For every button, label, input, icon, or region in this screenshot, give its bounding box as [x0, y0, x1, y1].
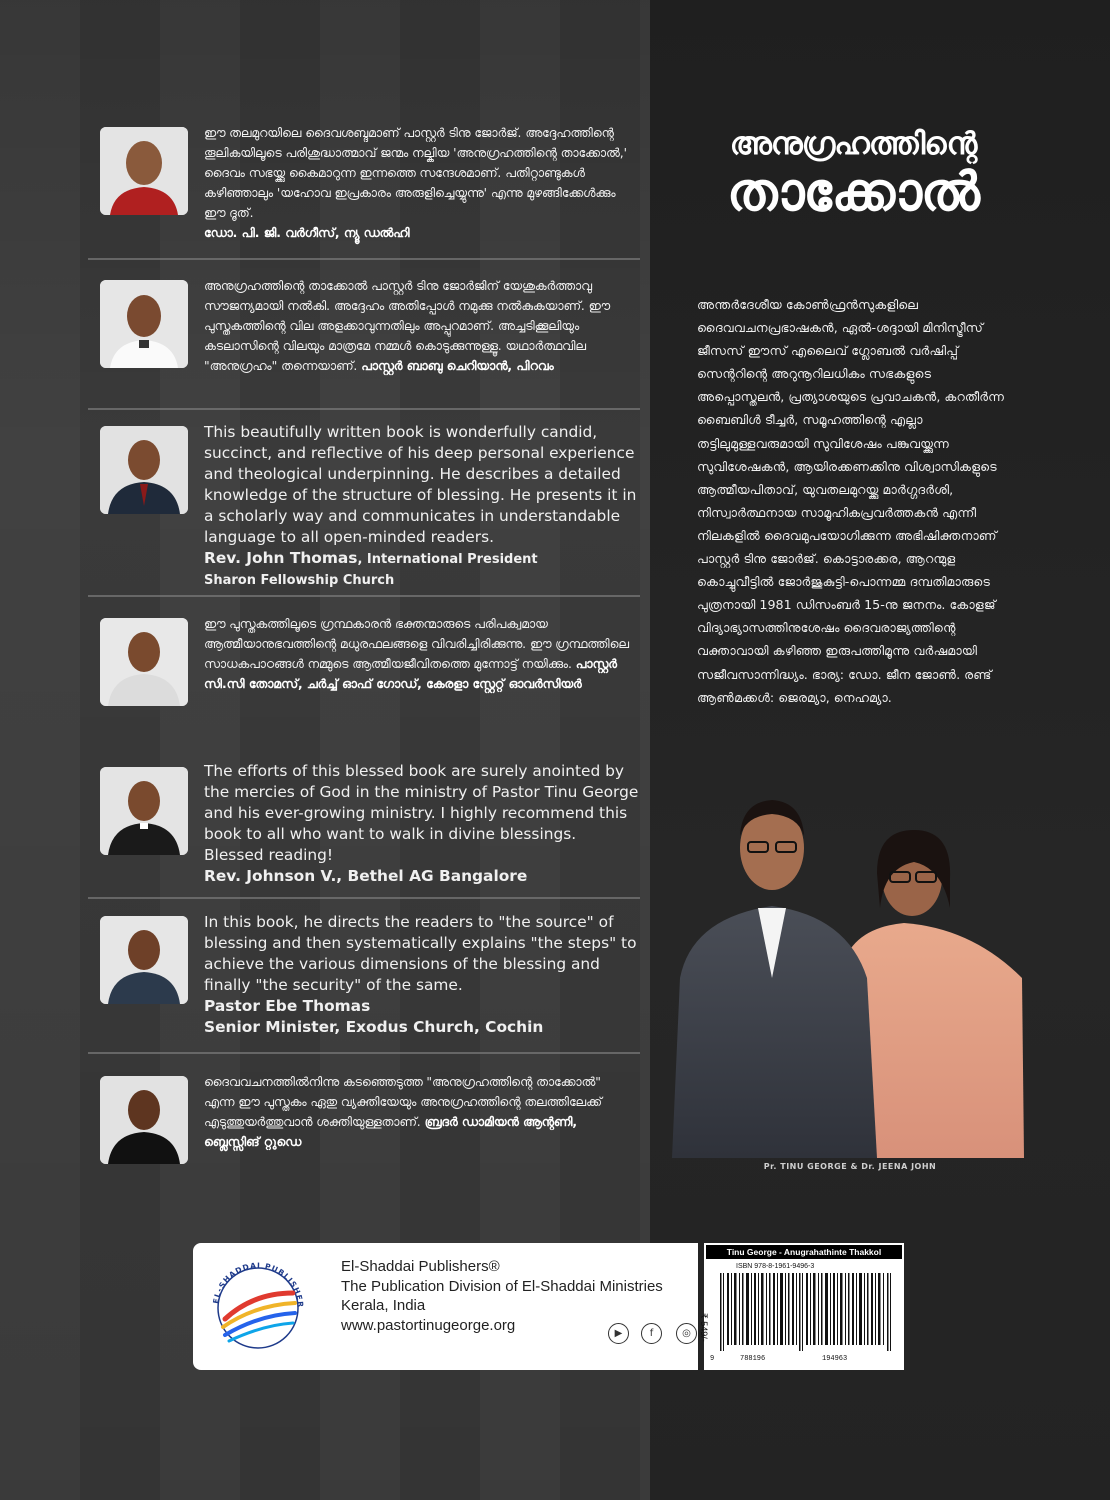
endorsement-attribution-3: Rev. John Thomas, International President	[204, 549, 538, 567]
publisher-name: El-Shaddai Publishers®	[341, 1258, 500, 1275]
author-couple-photo	[672, 778, 1028, 1158]
publisher-location: Kerala, India	[341, 1297, 426, 1314]
barcode-digits-right: 194963	[822, 1355, 848, 1363]
barcode-digits-left: 788196	[740, 1355, 766, 1363]
youtube-icon[interactable]: ▶	[608, 1323, 629, 1344]
endorsement-org-3: Sharon Fellowship Church	[204, 573, 395, 588]
barcode-title: Tinu George - Anugrahathinte Thakkol	[706, 1245, 902, 1259]
endorser-photo-1	[100, 127, 188, 215]
endorser-photo-6	[100, 916, 188, 1004]
publisher-logo-text: EL-SHADDAI PUBLISHER	[211, 1260, 306, 1309]
author-bio: അന്തർദേശീയ കോൺഫ്രൻസുകളിലെ ദൈവവചനപ്രഭാഷകൻ, ഏൽ-ശദ്ദായി മിനിസ്ട്രീസ് ജീസസ് ഈസ് എലൈവ് ഗ്ലോബൽ വർഷിപ്പ് സെന്ററിന്റെ അറുനൂറിലധികം സഭകളുടെ അപ്പൊസ്തലൻ, പ്രത്യാശയുടെ പ്രവാചകൻ, കറതീർന്ന ബൈബിൾ ടീച്ചർ, സമൂഹത്തിന്റെ എല്ലാ തട്ടിലുമുള്ളവരുമായി സുവിശേഷം പങ്കുവയ്ക്കുന്ന സുവിശേഷകൻ, ആയിരക്കണക്കിനു വിശ്വാസികളുടെ ആത്മീയപിതാവ്, യുവതലമുറയ്ക്കു മാർഗ്ഗദർശി, നിസ്വാർത്ഥനായ സാമൂഹികപ്രവർത്തകൻ എന്നീ നിലകളിൽ ദൈവമുപയോഗിക്കുന്ന അഭിഷിക്തനാണ് പാസ്റ്റർ ടിനു ജോർജ്. കൊട്ടാരക്കര, ആറന്മുള കൊച്ചുവീട്ടിൽ ജോർജുകുട്ടി-പൊന്നമ്മ ദമ്പതിമാരുടെ പുത്രനായി 1981 ഡിസംബർ 15-നു ജനനം. കോളജ് വിദ്യാഭ്യാസത്തിനുശേഷം ദൈവരാജ്യത്തിന്റെ വക്താവായി കഴിഞ്ഞ ഇരുപത്തിമൂന്നു വർഷമായി സജീവസാന്നിദ്ധ്യം. ഭാര്യ: ഡോ. ജീന ജോൺ. രണ്ട് ആൺമക്കൾ: ജെരമ്യാ, നെഹമ്യാ.	[697, 297, 1005, 705]
instagram-icon[interactable]: ◎	[676, 1323, 697, 1344]
endorser-photo-2	[100, 280, 188, 368]
divider	[88, 595, 640, 597]
divider	[88, 897, 640, 899]
publisher-panel	[193, 1243, 698, 1370]
endorser-photo-7	[100, 1076, 188, 1164]
publisher-division: The Publication Division of El-Shaddai Ministries	[341, 1277, 663, 1295]
endorsement-text-6: In this book, he directs the readers to "the source" of blessing and then systematically explains "the steps" to achieve the various dimensions of the blessing and finally "the security" of the same. Pastor Ebe Thomas Senior Minister, Exodus Church, Cochin	[204, 912, 640, 1038]
book-title	[718, 125, 988, 223]
endorsement-text-5: The efforts of this blessed book are surely anointed by the mercies of God in the ministry of Pastor Tinu George and his ever-growing ministry. I highly recommend this book to all who want to walk in divine blessings. Blessed reading! Rev. Johnson V., Bethel AG Bangalore	[204, 762, 639, 885]
barcode-digit-lead: 9	[710, 1355, 715, 1363]
endorsement-attribution-7: ബ്രദർ ഡാമിയൻ ആന്റണി, ബ്ലെസ്സിങ് റ്റുഡെ	[204, 1115, 578, 1149]
endorsement-attribution-5: Rev. Johnson V., Bethel AG Bangalore	[204, 867, 528, 885]
book-title-line-2: താക്കോൽ	[727, 162, 979, 223]
endorsement-org-6: Senior Minister, Exodus Church, Cochin	[204, 1018, 544, 1036]
facebook-icon[interactable]: f	[641, 1323, 662, 1344]
endorsement-text-3: This beautifully written book is wonderfully candid, succinct, and reflective of his deep personal experience and theological underpinning. He describes a detailed knowledge of the structure of blessing. He presents it in a scholarly way and communicates in understandable language to all open-minded readers. Rev. John Thomas, International President Sharon Fellowship Church	[204, 422, 640, 591]
photo-caption: Pr. TINU GEORGE & Dr. JEENA JOHN	[763, 1162, 937, 1171]
endorsement-text-4: ഈ പുസ്തകത്തിലൂടെ ഗ്രന്ഥകാരൻ ഭക്തന്മാരുടെ പരിപക്വമായ ആത്മീയാനുഭവത്തിന്റെ മധുരഫലങ്ങളെ വിവരിച്ചിരിക്കുന്നു. ഈ ഗ്രന്ഥത്തിലെ സാധകപാഠങ്ങൾ നമ്മുടെ ആത്മീയജീവിതത്തെ മുന്നോട്ട് നയിക്കും. പാസ്റ്റർ സി.സി തോമസ്, ചർച്ച് ഓഫ് ഗോഡ്, കേരളാ സ്റ്റേറ്റ് ഓവർസിയർ	[204, 617, 629, 691]
endorser-photo-3	[100, 426, 188, 514]
endorsement-attribution-2: പാസ്റ്റർ ബാബു ചെറിയാൻ, പിറവം	[361, 359, 554, 373]
publisher-website[interactable]: www.pastortinugeorge.org	[341, 1316, 516, 1334]
endorsement-text-2: അനുഗ്രഹത്തിന്റെ താക്കോൽ പാസ്റ്റർ ടിനു ജോർജിന് യേശുകർത്താവു സൗജന്യമായി നൽകി. അദ്ദേഹം അതിപ്പോൾ നമുക്കു നൽകുകയാണ്. ഈ പുസ്തകത്തിന്റെ വില അളക്കാവുന്നതിലും അപ്പുറമാണ്. അച്ചടിക്കൂലിയും കടലാസിന്റെ വിലയും മാത്രമേ നമ്മൾ കൊടുക്കുന്നുള്ളൂ. യഥാർത്ഥവില "അനുഗ്രഹം" തന്നെയാണ്. പാസ്റ്റർ ബാബു ചെറിയാൻ, പിറവം	[204, 279, 610, 373]
endorser-photo-5	[100, 767, 188, 855]
publisher-logo-icon	[203, 1253, 313, 1363]
endorsement-attribution-1: ഡോ. പി. ജി. വർഗീസ്, ന്യൂ ഡൽഹി	[204, 226, 410, 240]
endorsement-attribution-6: Pastor Ebe Thomas	[204, 997, 371, 1015]
divider	[88, 258, 640, 260]
barcode-panel	[699, 1243, 904, 1370]
divider	[88, 1052, 640, 1054]
book-title-line-1: അനുഗ്രഹത്തിന്റെ	[729, 126, 977, 162]
price-text: ₹ 549/-	[699, 1313, 709, 1342]
endorsement-text-7: ദൈവവചനത്തിൽനിന്നു കടഞ്ഞെടുത്ത "അനുഗ്രഹത്തിന്റെ താക്കോൽ" എന്ന ഈ പുസ്തകം ഏതു വ്യക്തിയേയും അനുഗ്രഹത്തിന്റെ തലത്തിലേക്ക് എടുത്തുയർത്തുവാൻ ശക്തിയുള്ളതാണ്. ബ്രദർ ഡാമിയൻ ആന്റണി, ബ്ലെസ്സിങ് റ്റുഡെ	[204, 1075, 602, 1149]
barcode-bars	[718, 1273, 896, 1351]
endorser-photo-4	[100, 618, 188, 706]
endorsement-attribution-4: പാസ്റ്റർ സി.സി തോമസ്, ചർച്ച് ഓഫ് ഗോഡ്, കേരളാ സ്റ്റേറ്റ് ഓവർസിയർ	[204, 657, 617, 691]
endorsement-text-1: ഈ തലമുറയിലെ ദൈവശബ്ദമാണ് പാസ്റ്റർ ടിനു ജോർജ്. അദ്ദേഹത്തിന്റെ തൂലികയിലൂടെ പരിശുദ്ധാത്മാവ് ജന്മം നല്കിയ 'അനുഗ്രഹത്തിന്റെ താക്കോൽ,' ദൈവം സഭയ്ക്കു കൈമാറുന്ന ഇന്നത്തെ സന്ദേശമാണ്. പതിറ്റാണ്ടുകൾ കഴിഞ്ഞാലും 'യഹോവ ഇപ്രകാരം അരുളിച്ചെയ്യുന്നു' എന്നു മുഴങ്ങിക്കേൾക്കും ഈ ദൂത്. ഡോ. പി. ജി. വർഗീസ്, ന്യൂ ഡൽഹി	[204, 126, 628, 240]
divider	[88, 408, 640, 410]
isbn-text: ISBN 978-8-1961-9496-3	[736, 1263, 815, 1270]
